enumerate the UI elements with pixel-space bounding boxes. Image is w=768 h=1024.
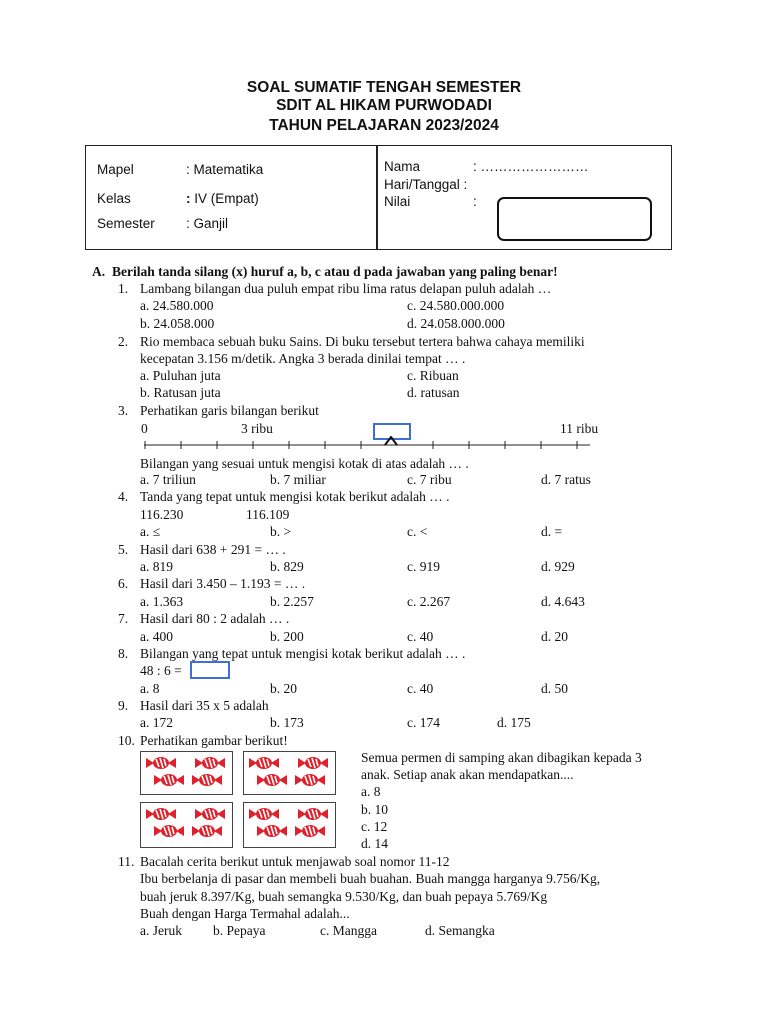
q1-option-d[interactable]: d. 24.058.000.000: [407, 316, 505, 331]
candy-icon: [146, 756, 176, 770]
nama-label: Nama: [384, 159, 421, 174]
q9-option-c[interactable]: c. 174: [407, 715, 440, 730]
q6-option-c[interactable]: c. 2.267: [407, 594, 451, 609]
q7-option-c[interactable]: c. 40: [407, 629, 434, 644]
school-name: SDIT AL HIKAM PURWODADI: [276, 97, 492, 114]
q11-option-d[interactable]: d. Semangka: [425, 923, 495, 938]
number-line: [140, 436, 595, 452]
q8-option-d[interactable]: d. 50: [541, 681, 568, 696]
q1-number: 1.: [118, 281, 129, 296]
q1-option-c[interactable]: c. 24.580.000.000: [407, 298, 505, 313]
number-line-label-0: 0: [141, 421, 148, 436]
q8-expression: 48 : 6 =: [140, 663, 182, 678]
q2-number: 2.: [118, 334, 129, 349]
hari-tanggal-label: Hari/Tanggal :: [384, 177, 468, 192]
q5-option-b[interactable]: b. 829: [270, 559, 304, 574]
score-box[interactable]: [497, 197, 652, 241]
q10-option-c[interactable]: c. 12: [361, 819, 388, 834]
candy-icon: [298, 756, 328, 770]
q2-option-b[interactable]: b. Ratusan juta: [140, 385, 221, 400]
q4-left-number: 116.230: [140, 507, 184, 522]
q8-option-a[interactable]: a. 8: [140, 681, 160, 696]
q9-option-b[interactable]: b. 173: [270, 715, 304, 730]
q7-text: Hasil dari 80 : 2 adalah … .: [140, 611, 290, 626]
q11-question: Buah dengan Harga Termahal adalah...: [140, 906, 350, 921]
number-line-arrow-icon: [385, 437, 397, 445]
candy-icon: [257, 773, 287, 787]
q8-option-c[interactable]: c. 40: [407, 681, 434, 696]
q11-text: Bacalah cerita berikut untuk menjawab soal nomor 11-12: [140, 854, 450, 869]
q9-option-d[interactable]: d. 175: [497, 715, 531, 730]
number-line-label-11-ribu: 11 ribu: [560, 421, 599, 436]
q4-option-c[interactable]: c. <: [407, 524, 428, 539]
kelas-value: [186, 191, 259, 206]
candy-icon: [154, 773, 184, 787]
candy-icon: [146, 807, 176, 821]
nilai-colon: :: [473, 194, 477, 209]
q11-story-line1: Ibu berbelanja di pasar dan membeli buah buahan. Buah mangga harganya 9.756/Kg,: [140, 871, 601, 886]
q11-option-a[interactable]: a. Jeruk: [140, 923, 182, 938]
q7-number: 7.: [118, 611, 129, 626]
number-line-label-3-ribu: 3 ribu: [241, 421, 273, 436]
kelas-colon: :: [186, 191, 191, 206]
candy-icon: [249, 807, 279, 821]
candy-icon: [295, 773, 325, 787]
q5-option-a[interactable]: a. 819: [140, 559, 173, 574]
section-instruction: Berilah tanda silang (x) huruf a, b, c atau d pada jawaban yang paling benar!: [112, 264, 558, 279]
q6-option-d[interactable]: d. 4.643: [541, 594, 585, 609]
q5-option-d[interactable]: d. 929: [541, 559, 575, 574]
q9-number: 9.: [118, 698, 129, 713]
academic-year: TAHUN PELAJARAN 2023/2024: [269, 117, 499, 134]
q7-option-b[interactable]: b. 200: [270, 629, 304, 644]
q6-text: Hasil dari 3.450 – 1.193 = … .: [140, 576, 306, 591]
q4-text: Tanda yang tepat untuk mengisi kotak berikut adalah … .: [140, 489, 450, 504]
q11-option-b[interactable]: b. Pepaya: [213, 923, 266, 938]
q2-option-c[interactable]: c. Ribuan: [407, 368, 459, 383]
nama-value: : ……………………: [473, 159, 589, 174]
q5-number: 5.: [118, 542, 129, 557]
candy-icon: [195, 756, 225, 770]
q3-question: Bilangan yang sesuai untuk mengisi kotak di atas adalah … .: [140, 456, 469, 471]
q3-number: 3.: [118, 403, 129, 418]
q11-story-line2: buah jeruk 8.397/Kg, buah semangka 9.530/Kg, dan buah pepaya 5.769/Kg: [140, 889, 548, 904]
q10-option-d[interactable]: d. 14: [361, 836, 388, 851]
q10-side-line2: anak. Setiap anak akan mendapatkan....: [361, 767, 574, 782]
q1-option-a[interactable]: a. 24.580.000: [140, 298, 214, 313]
q6-option-a[interactable]: a. 1.363: [140, 594, 184, 609]
q10-number: 10.: [118, 733, 135, 748]
q1-text: Lambang bilangan dua puluh empat ribu lima ratus delapan puluh adalah …: [140, 281, 552, 296]
candy-icon: [192, 773, 222, 787]
q9-option-a[interactable]: a. 172: [140, 715, 173, 730]
candy-icon: [257, 824, 287, 838]
q8-option-b[interactable]: b. 20: [270, 681, 297, 696]
q2-text-line1: Rio membaca sebuah buku Sains. Di buku tersebut tertera bahwa cahaya memiliki: [140, 334, 585, 349]
candy-icon: [295, 824, 325, 838]
q6-option-b[interactable]: b. 2.257: [270, 594, 314, 609]
q3-option-d[interactable]: d. 7 ratus: [541, 472, 591, 487]
q1-option-b[interactable]: b. 24.058.000: [140, 316, 215, 331]
q7-option-d[interactable]: d. 20: [541, 629, 568, 644]
q7-option-a[interactable]: a. 400: [140, 629, 173, 644]
candy-icon: [154, 824, 184, 838]
q3-option-b[interactable]: b. 7 miliar: [270, 472, 326, 487]
candy-icon: [249, 756, 279, 770]
candy-icon: [195, 807, 225, 821]
mapel-label: Mapel: [97, 162, 134, 177]
q8-blank-box[interactable]: [190, 661, 230, 679]
kelas-label: Kelas: [97, 191, 131, 206]
q3-option-a[interactable]: a. 7 triliun: [140, 472, 196, 487]
q2-option-d[interactable]: d. ratusan: [407, 385, 460, 400]
q10-side-line1: Semua permen di samping akan dibagikan kepada 3: [361, 750, 642, 765]
semester-label: Semester: [97, 216, 155, 231]
q4-option-a[interactable]: a. ≤: [140, 524, 161, 539]
q10-option-b[interactable]: b. 10: [361, 802, 388, 817]
q8-number: 8.: [118, 646, 129, 661]
q11-number: 11.: [118, 854, 135, 869]
q4-right-number: 116.109: [246, 507, 290, 522]
kelas-text: IV (Empat): [190, 191, 259, 206]
exam-title: SOAL SUMATIF TENGAH SEMESTER: [246, 79, 522, 96]
q2-text-line2: kecepatan 3.156 m/detik. Angka 3 berada dinilai tempat … .: [140, 351, 466, 366]
q3-text: Perhatikan garis bilangan berikut: [140, 403, 319, 418]
mapel-value: : Matematika: [186, 162, 264, 177]
q5-option-c[interactable]: c. 919: [407, 559, 440, 574]
q4-option-d[interactable]: d. =: [541, 524, 563, 539]
q2-option-a[interactable]: a. Puluhan juta: [140, 368, 221, 383]
q10-option-a[interactable]: a. 8: [361, 784, 381, 799]
q8-text: Bilangan yang tepat untuk mengisi kotak berikut adalah … .: [140, 646, 466, 661]
info-divider: [376, 146, 378, 249]
semester-value: : Ganjil: [186, 216, 229, 231]
section-letter: A.: [92, 264, 106, 279]
q9-text: Hasil dari 35 x 5 adalah: [140, 698, 269, 713]
nilai-label: Nilai: [384, 194, 411, 209]
q5-text: Hasil dari 638 + 291 = … .: [140, 542, 286, 557]
q11-option-c[interactable]: c. Mangga: [320, 923, 377, 938]
candy-icon: [192, 824, 222, 838]
q3-option-c[interactable]: c. 7 ribu: [407, 472, 452, 487]
q4-number: 4.: [118, 489, 129, 504]
q4-option-b[interactable]: b. >: [270, 524, 292, 539]
candy-icon: [298, 807, 328, 821]
q6-number: 6.: [118, 576, 129, 591]
q10-text: Perhatikan gambar berikut!: [140, 733, 288, 748]
